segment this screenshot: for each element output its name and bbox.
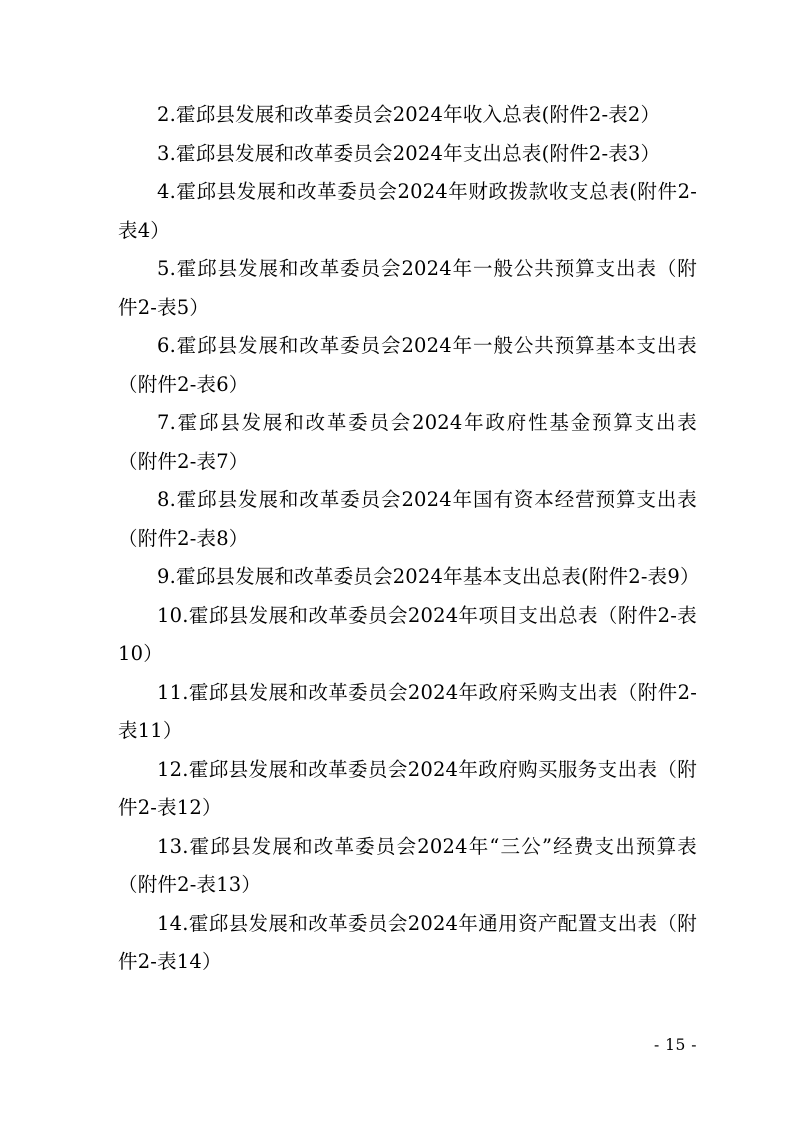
list-item: 14.霍邱县发展和改革委员会2024年通用资产配置支出表（附件2-表14）: [118, 911, 697, 973]
list-item: 8.霍邱县发展和改革委员会2024年国有资本经营预算支出表（附件2-表8）: [118, 488, 697, 550]
list-item: 4.霍邱县发展和改革委员会2024年财政拨款收支总表(附件2-表4）: [118, 180, 697, 242]
list-item: 2.霍邱县发展和改革委员会2024年收入总表(附件2-表2）: [157, 103, 661, 126]
list-item: 10.霍邱县发展和改革委员会2024年项目支出总表（附件2-表10）: [118, 603, 697, 665]
list-item: 7.霍邱县发展和改革委员会2024年政府性基金预算支出表（附件2-表7）: [118, 411, 697, 473]
list-item: 9.霍邱县发展和改革委员会2024年基本支出总表(附件2-表9）: [157, 565, 700, 588]
list-item: 11.霍邱县发展和改革委员会2024年政府采购支出表（附件2-表11）: [118, 680, 697, 742]
list-item: 6.霍邱县发展和改革委员会2024年一般公共预算基本支出表（附件2-表6）: [118, 334, 697, 396]
list-item: 12.霍邱县发展和改革委员会2024年政府购买服务支出表（附件2-表12）: [118, 757, 697, 819]
list-item: 13.霍邱县发展和改革委员会2024年“三公”经费支出预算表（附件2-表13）: [118, 834, 697, 896]
list-item: 5.霍邱县发展和改革委员会2024年一般公共预算支出表（附件2-表5）: [118, 257, 697, 319]
page-number: - 15 -: [653, 1036, 697, 1054]
document-body: [118, 96, 700, 982]
list-item: 3.霍邱县发展和改革委员会2024年支出总表(附件2-表3）: [157, 141, 661, 165]
